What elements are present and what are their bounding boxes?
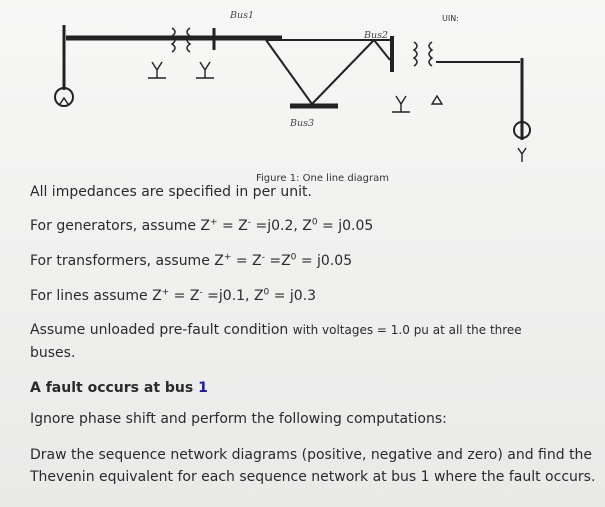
figure-caption: Figure 1: One line diagram bbox=[256, 173, 389, 184]
transformer-z-all: j0.05 bbox=[317, 253, 353, 269]
lines-z-pos-neg: j0.1 bbox=[218, 288, 246, 304]
generator2-grounding bbox=[518, 148, 526, 162]
generator-impedances: For generators, assume Z+ = Z- =j0.2, $Z^0 = j0.05$ bbox=[30, 217, 374, 234]
wye-grounded-icon-3 bbox=[392, 96, 410, 112]
fault-location bbox=[30, 380, 208, 396]
line-bus3-bus2 bbox=[312, 40, 374, 104]
prefault-condition-cont: buses. bbox=[30, 345, 76, 361]
diagram-tag: UIN: bbox=[442, 14, 459, 23]
transformer2-coil-a bbox=[414, 42, 417, 66]
phase-shift-instruction: Ignore phase shift and perform the following computations: bbox=[30, 411, 447, 427]
bus2-label: Bus2 bbox=[364, 30, 389, 41]
lines-z-zero: j0.3 bbox=[289, 288, 317, 304]
bus2-link bbox=[374, 40, 390, 60]
task-line-2: Thevenin equivalent for each sequence network at bus 1 where the fault occurs. bbox=[30, 469, 596, 485]
generator-z-pos-neg: j0.2 bbox=[267, 218, 294, 234]
lines-prefix: For lines assume bbox=[30, 288, 153, 304]
transformer-prefix: For transformers, assume bbox=[30, 253, 215, 269]
transformer-impedances: For transformers, assume $Z^+ = Z^- =Z^0 = j0.05$ bbox=[30, 252, 353, 269]
one-line-diagram bbox=[0, 0, 605, 185]
fault-text: A fault occurs at bus bbox=[30, 380, 199, 396]
generator-z-zero: j0.05 bbox=[338, 218, 374, 234]
impedance-note: All impedances are specified in per unit. bbox=[30, 184, 312, 200]
wye-grounded-icon-1 bbox=[148, 62, 166, 78]
wye-grounded-icon-2 bbox=[196, 62, 214, 78]
bus3-label: Bus3 bbox=[290, 118, 315, 129]
generator-prefix: For generators, assume bbox=[30, 218, 201, 234]
delta-icon bbox=[432, 96, 442, 104]
transformer2-coil-b bbox=[429, 42, 432, 66]
task-line-1: Draw the sequence network diagrams (positive, negative and zero) and find the bbox=[30, 447, 593, 463]
generator1-grounding bbox=[60, 98, 68, 104]
prefault-condition bbox=[30, 322, 522, 338]
line-impedances: For lines assume Z+ = Z- =j0.1, $Z^0 = j0.3$ bbox=[30, 287, 317, 304]
prefault-text: Assume unloaded pre-fault condition bbox=[30, 322, 293, 338]
bus1-label: Bus1 bbox=[230, 10, 255, 21]
line-bus1-bus3 bbox=[266, 40, 312, 104]
prefault-voltage-text: with voltages = 1.0 pu at all the three bbox=[292, 323, 522, 337]
fault-bus-handwritten: 1 bbox=[198, 380, 208, 396]
